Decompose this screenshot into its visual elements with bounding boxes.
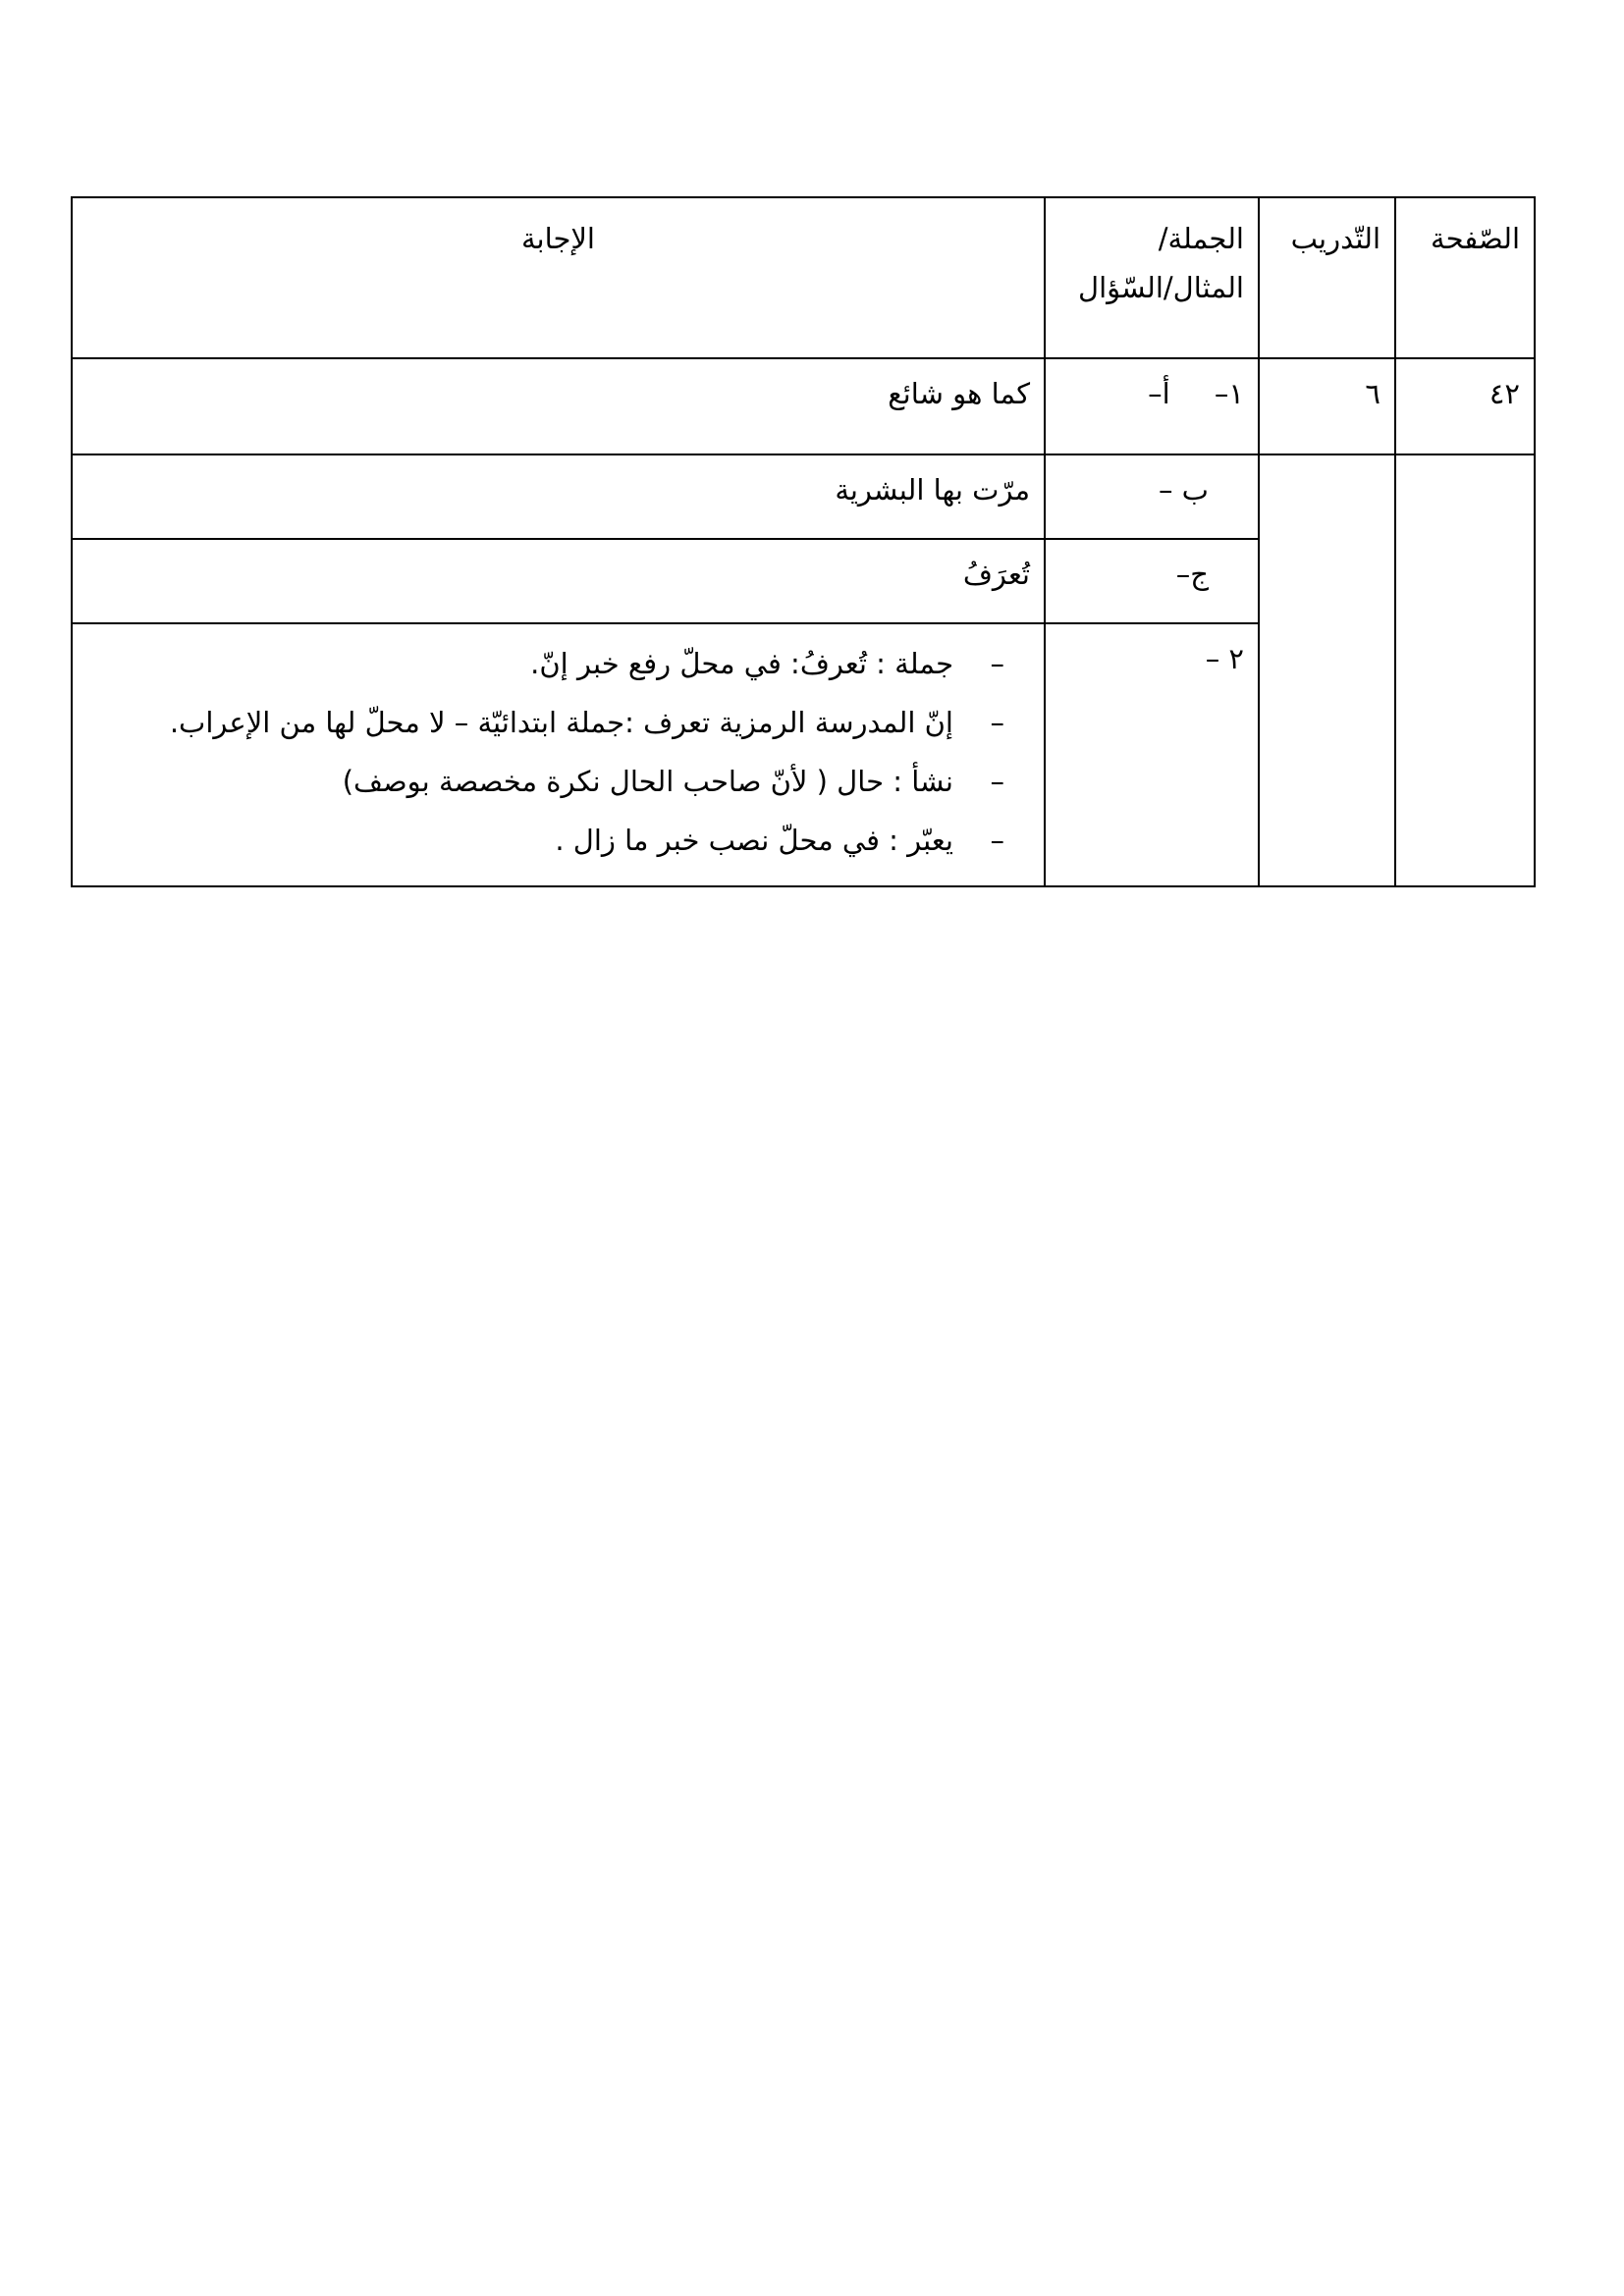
header-question-line-1: الجملة/ [1158, 222, 1244, 255]
list-item [86, 752, 1004, 811]
answers-table [71, 196, 1536, 887]
answer-cell [72, 623, 1045, 886]
bullet-text: نشأ : حال ( لأنّ صاحب الحال نكرة مخصصة بوصف) [342, 765, 953, 798]
bullet-dash: – [990, 824, 1004, 857]
exercise-number-cell-empty [1259, 454, 1395, 886]
header-question-line-2: المثال/السّؤال [1078, 271, 1244, 304]
header-answer: الإجابة [72, 197, 1045, 358]
header-page: الصّفحة [1395, 197, 1535, 358]
header-question [1045, 197, 1259, 358]
answer-cell: مرّت بها البشرية [72, 454, 1045, 539]
answer-bullet-list [86, 634, 1030, 870]
header-row [72, 197, 1535, 358]
header-exercise: التّدريب [1259, 197, 1395, 358]
table-row [72, 358, 1535, 454]
item-number: ١– [1214, 377, 1244, 410]
list-item [86, 811, 1004, 870]
question-cell [1045, 358, 1259, 454]
exercise-number-cell: ٦ [1259, 358, 1395, 454]
question-cell [1045, 454, 1259, 539]
bullet-text: جملة : تُعرفُ: في محلّ رفع خبر إنّ. [530, 647, 953, 680]
list-item [86, 693, 1004, 752]
question-cell [1045, 623, 1259, 886]
table-row [72, 454, 1535, 539]
answer-cell: تُعرَفُ [72, 539, 1045, 623]
list-item [86, 634, 1004, 693]
sub-item-label: ب – [1158, 473, 1209, 507]
bullet-dash: – [990, 647, 1004, 680]
bullet-dash: – [990, 706, 1004, 739]
page-number-cell: ٤٢ [1395, 358, 1535, 454]
bullet-text: إنّ المدرسة الرمزية تعرف :جملة ابتدائيّة – لا محلّ لها من الإعراب. [169, 706, 953, 739]
bullet-dash: – [990, 765, 1004, 798]
sub-item-label: ج– [1175, 558, 1209, 591]
page-number-cell-empty [1395, 454, 1535, 886]
sub-item-label: أ– [1148, 377, 1170, 410]
answer-cell: كما هو شائع [72, 358, 1045, 454]
item-number: ٢ – [1205, 642, 1244, 675]
question-cell [1045, 539, 1259, 623]
bullet-text: يعبّر : في محلّ نصب خبر ما زال . [555, 824, 953, 857]
